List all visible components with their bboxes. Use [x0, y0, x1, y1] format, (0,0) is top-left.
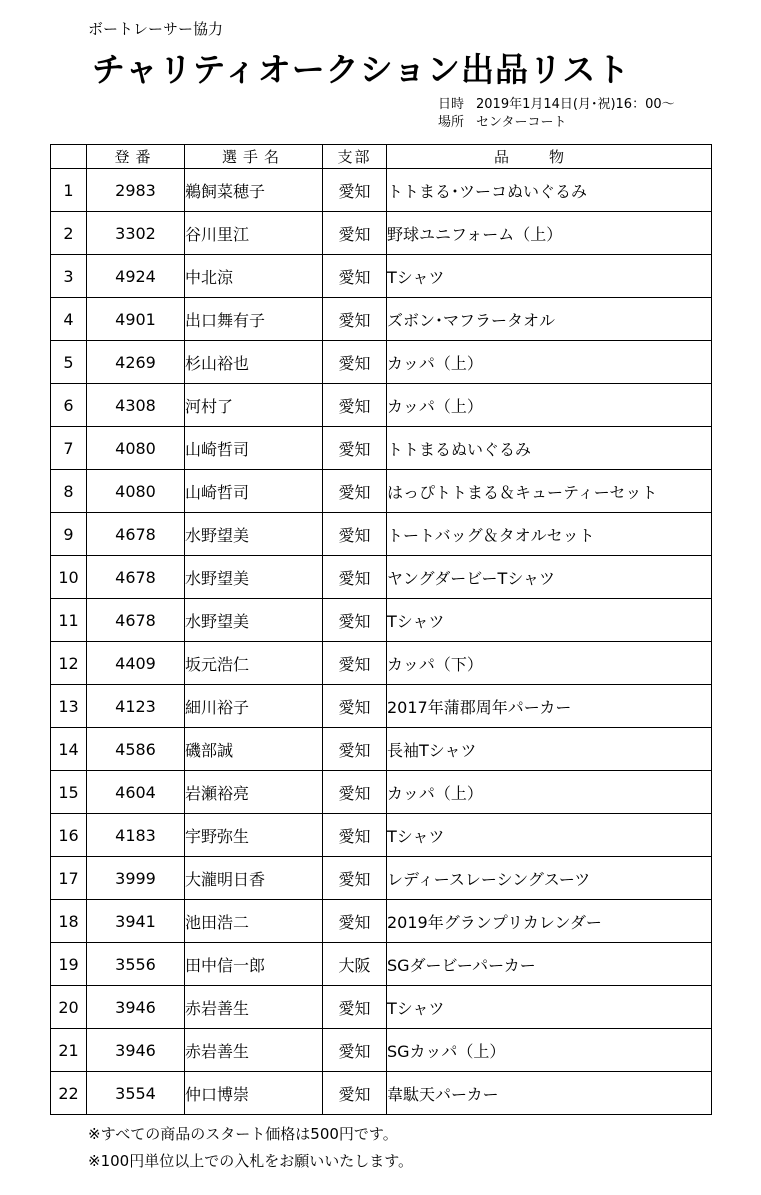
cell-racer-name: 山崎哲司: [185, 470, 323, 513]
note-start-price: ※すべての商品のスタート価格は500円です。: [88, 1125, 398, 1143]
cell-item: トトまるぬいぐるみ: [387, 427, 712, 470]
cell-item: カッパ（上）: [387, 384, 712, 427]
cell-racer-name: 田中信一郎: [185, 943, 323, 986]
page-title: チャリティオークション出品リスト: [92, 50, 631, 89]
cell-registration-number: 4678: [87, 599, 185, 642]
cell-no: 9: [51, 513, 87, 556]
cell-item: はっぴトトまる＆キューティーセット: [387, 470, 712, 513]
table-row: [51, 298, 712, 341]
cell-racer-name: 仲口博崇: [185, 1072, 323, 1115]
date-row: [438, 96, 675, 114]
header-registration-number: 登番: [87, 145, 185, 169]
cell-item: 韋駄天パーカー: [387, 1072, 712, 1115]
table-row: [51, 685, 712, 728]
table-row: [51, 1029, 712, 1072]
cell-item: ヤングダービーTシャツ: [387, 556, 712, 599]
header-no: [51, 145, 87, 169]
cell-no: 2: [51, 212, 87, 255]
cell-item: カッパ（上）: [387, 341, 712, 384]
auction-item-table: [50, 144, 712, 1115]
place-row: [438, 114, 675, 132]
cell-registration-number: 4409: [87, 642, 185, 685]
note-bid-unit: ※100円単位以上での入札をお願いいたします。: [88, 1152, 414, 1170]
cell-branch: 愛知: [323, 728, 387, 771]
cell-branch: 愛知: [323, 771, 387, 814]
cell-branch: 愛知: [323, 255, 387, 298]
header-racer-name: 選手名: [185, 145, 323, 169]
cell-registration-number: 4901: [87, 298, 185, 341]
cell-racer-name: 杉山裕也: [185, 341, 323, 384]
table-row: [51, 728, 712, 771]
cell-no: 19: [51, 943, 87, 986]
cell-registration-number: 4678: [87, 513, 185, 556]
cell-item: Tシャツ: [387, 599, 712, 642]
cell-racer-name: 鵜飼菜穂子: [185, 169, 323, 212]
cell-item: 2017年蒲郡周年パーカー: [387, 685, 712, 728]
cell-racer-name: 宇野弥生: [185, 814, 323, 857]
cell-item: SGカッパ（上）: [387, 1029, 712, 1072]
cell-branch: 愛知: [323, 341, 387, 384]
cell-branch: 愛知: [323, 298, 387, 341]
cell-registration-number: 4123: [87, 685, 185, 728]
cell-no: 15: [51, 771, 87, 814]
cell-racer-name: 細川裕子: [185, 685, 323, 728]
cell-registration-number: 4308: [87, 384, 185, 427]
table-row: [51, 599, 712, 642]
cell-racer-name: 出口舞有子: [185, 298, 323, 341]
cell-item: 2019年グランプリカレンダー: [387, 900, 712, 943]
table-body: [51, 169, 712, 1115]
cell-racer-name: 山崎哲司: [185, 427, 323, 470]
cell-item: Tシャツ: [387, 986, 712, 1029]
cell-racer-name: 水野望美: [185, 556, 323, 599]
cell-registration-number: 4183: [87, 814, 185, 857]
cell-item: トートバッグ＆タオルセット: [387, 513, 712, 556]
cell-branch: 愛知: [323, 513, 387, 556]
table-row: [51, 470, 712, 513]
cell-item: Tシャツ: [387, 814, 712, 857]
cell-no: 5: [51, 341, 87, 384]
cell-branch: 愛知: [323, 814, 387, 857]
table-row: [51, 1072, 712, 1115]
cell-no: 16: [51, 814, 87, 857]
table-row: [51, 986, 712, 1029]
place-label: 場所: [438, 115, 465, 130]
table-row: [51, 255, 712, 298]
table-row: [51, 427, 712, 470]
cell-no: 13: [51, 685, 87, 728]
table-row: [51, 341, 712, 384]
cell-branch: 愛知: [323, 212, 387, 255]
cell-no: 3: [51, 255, 87, 298]
cell-no: 8: [51, 470, 87, 513]
cell-branch: 愛知: [323, 857, 387, 900]
cell-item: SGダービーパーカー: [387, 943, 712, 986]
cell-racer-name: 河村了: [185, 384, 323, 427]
cell-registration-number: 3941: [87, 900, 185, 943]
cell-item: トトまる･ツーコぬいぐるみ: [387, 169, 712, 212]
cell-branch: 愛知: [323, 427, 387, 470]
cell-registration-number: 3554: [87, 1072, 185, 1115]
cell-registration-number: 4924: [87, 255, 185, 298]
place-value: センターコート: [476, 115, 567, 130]
cell-no: 7: [51, 427, 87, 470]
cell-registration-number: 3946: [87, 1029, 185, 1072]
table-row: [51, 771, 712, 814]
notes: [88, 1121, 413, 1175]
cell-no: 12: [51, 642, 87, 685]
cell-racer-name: 谷川里江: [185, 212, 323, 255]
cell-racer-name: 水野望美: [185, 599, 323, 642]
cell-racer-name: 赤岩善生: [185, 1029, 323, 1072]
cell-branch: 愛知: [323, 642, 387, 685]
cell-registration-number: 4604: [87, 771, 185, 814]
cell-item: 野球ユニフォーム（上）: [387, 212, 712, 255]
header-branch: 支部: [323, 145, 387, 169]
table-row: [51, 900, 712, 943]
cell-branch: 愛知: [323, 470, 387, 513]
cell-item: レディースレーシングスーツ: [387, 857, 712, 900]
table-row: [51, 384, 712, 427]
table-row: [51, 513, 712, 556]
cell-no: 6: [51, 384, 87, 427]
cell-branch: 愛知: [323, 685, 387, 728]
cell-no: 11: [51, 599, 87, 642]
header-item: 品物: [387, 145, 712, 169]
cell-racer-name: 大瀧明日香: [185, 857, 323, 900]
table-row: [51, 556, 712, 599]
cell-registration-number: 3946: [87, 986, 185, 1029]
cell-no: 4: [51, 298, 87, 341]
cell-registration-number: 4586: [87, 728, 185, 771]
cell-racer-name: 池田浩二: [185, 900, 323, 943]
cell-branch: 愛知: [323, 599, 387, 642]
cell-registration-number: 4269: [87, 341, 185, 384]
cell-branch: 愛知: [323, 556, 387, 599]
cell-branch: 愛知: [323, 1029, 387, 1072]
cell-racer-name: 赤岩善生: [185, 986, 323, 1029]
date-value: 2019年1月14日(月･祝)16：00～: [476, 97, 675, 112]
cell-item: カッパ（下）: [387, 642, 712, 685]
cell-no: 1: [51, 169, 87, 212]
cell-no: 10: [51, 556, 87, 599]
cell-branch: 愛知: [323, 900, 387, 943]
cell-registration-number: 2983: [87, 169, 185, 212]
table-row: [51, 814, 712, 857]
cell-item: Tシャツ: [387, 255, 712, 298]
cell-branch: 愛知: [323, 1072, 387, 1115]
cell-item: 長袖Tシャツ: [387, 728, 712, 771]
cell-no: 22: [51, 1072, 87, 1115]
cell-no: 20: [51, 986, 87, 1029]
cell-registration-number: 3302: [87, 212, 185, 255]
supertitle: ボートレーサー協力: [88, 20, 224, 38]
table-row: [51, 857, 712, 900]
event-info: [438, 96, 675, 132]
cell-item: ズボン･マフラータオル: [387, 298, 712, 341]
cell-registration-number: 3556: [87, 943, 185, 986]
cell-branch: 愛知: [323, 169, 387, 212]
table-row: [51, 943, 712, 986]
cell-branch: 愛知: [323, 384, 387, 427]
cell-registration-number: 4678: [87, 556, 185, 599]
cell-racer-name: 水野望美: [185, 513, 323, 556]
table-header-row: [51, 145, 712, 169]
cell-no: 21: [51, 1029, 87, 1072]
cell-item: カッパ（上）: [387, 771, 712, 814]
cell-no: 14: [51, 728, 87, 771]
cell-no: 18: [51, 900, 87, 943]
cell-racer-name: 坂元浩仁: [185, 642, 323, 685]
table-row: [51, 212, 712, 255]
cell-no: 17: [51, 857, 87, 900]
cell-racer-name: 中北涼: [185, 255, 323, 298]
date-label: 日時: [438, 97, 465, 112]
cell-registration-number: 3999: [87, 857, 185, 900]
cell-branch: 大阪: [323, 943, 387, 986]
cell-registration-number: 4080: [87, 427, 185, 470]
table-row: [51, 642, 712, 685]
cell-branch: 愛知: [323, 986, 387, 1029]
table-row: [51, 169, 712, 212]
cell-registration-number: 4080: [87, 470, 185, 513]
cell-racer-name: 磯部誠: [185, 728, 323, 771]
cell-racer-name: 岩瀬裕亮: [185, 771, 323, 814]
